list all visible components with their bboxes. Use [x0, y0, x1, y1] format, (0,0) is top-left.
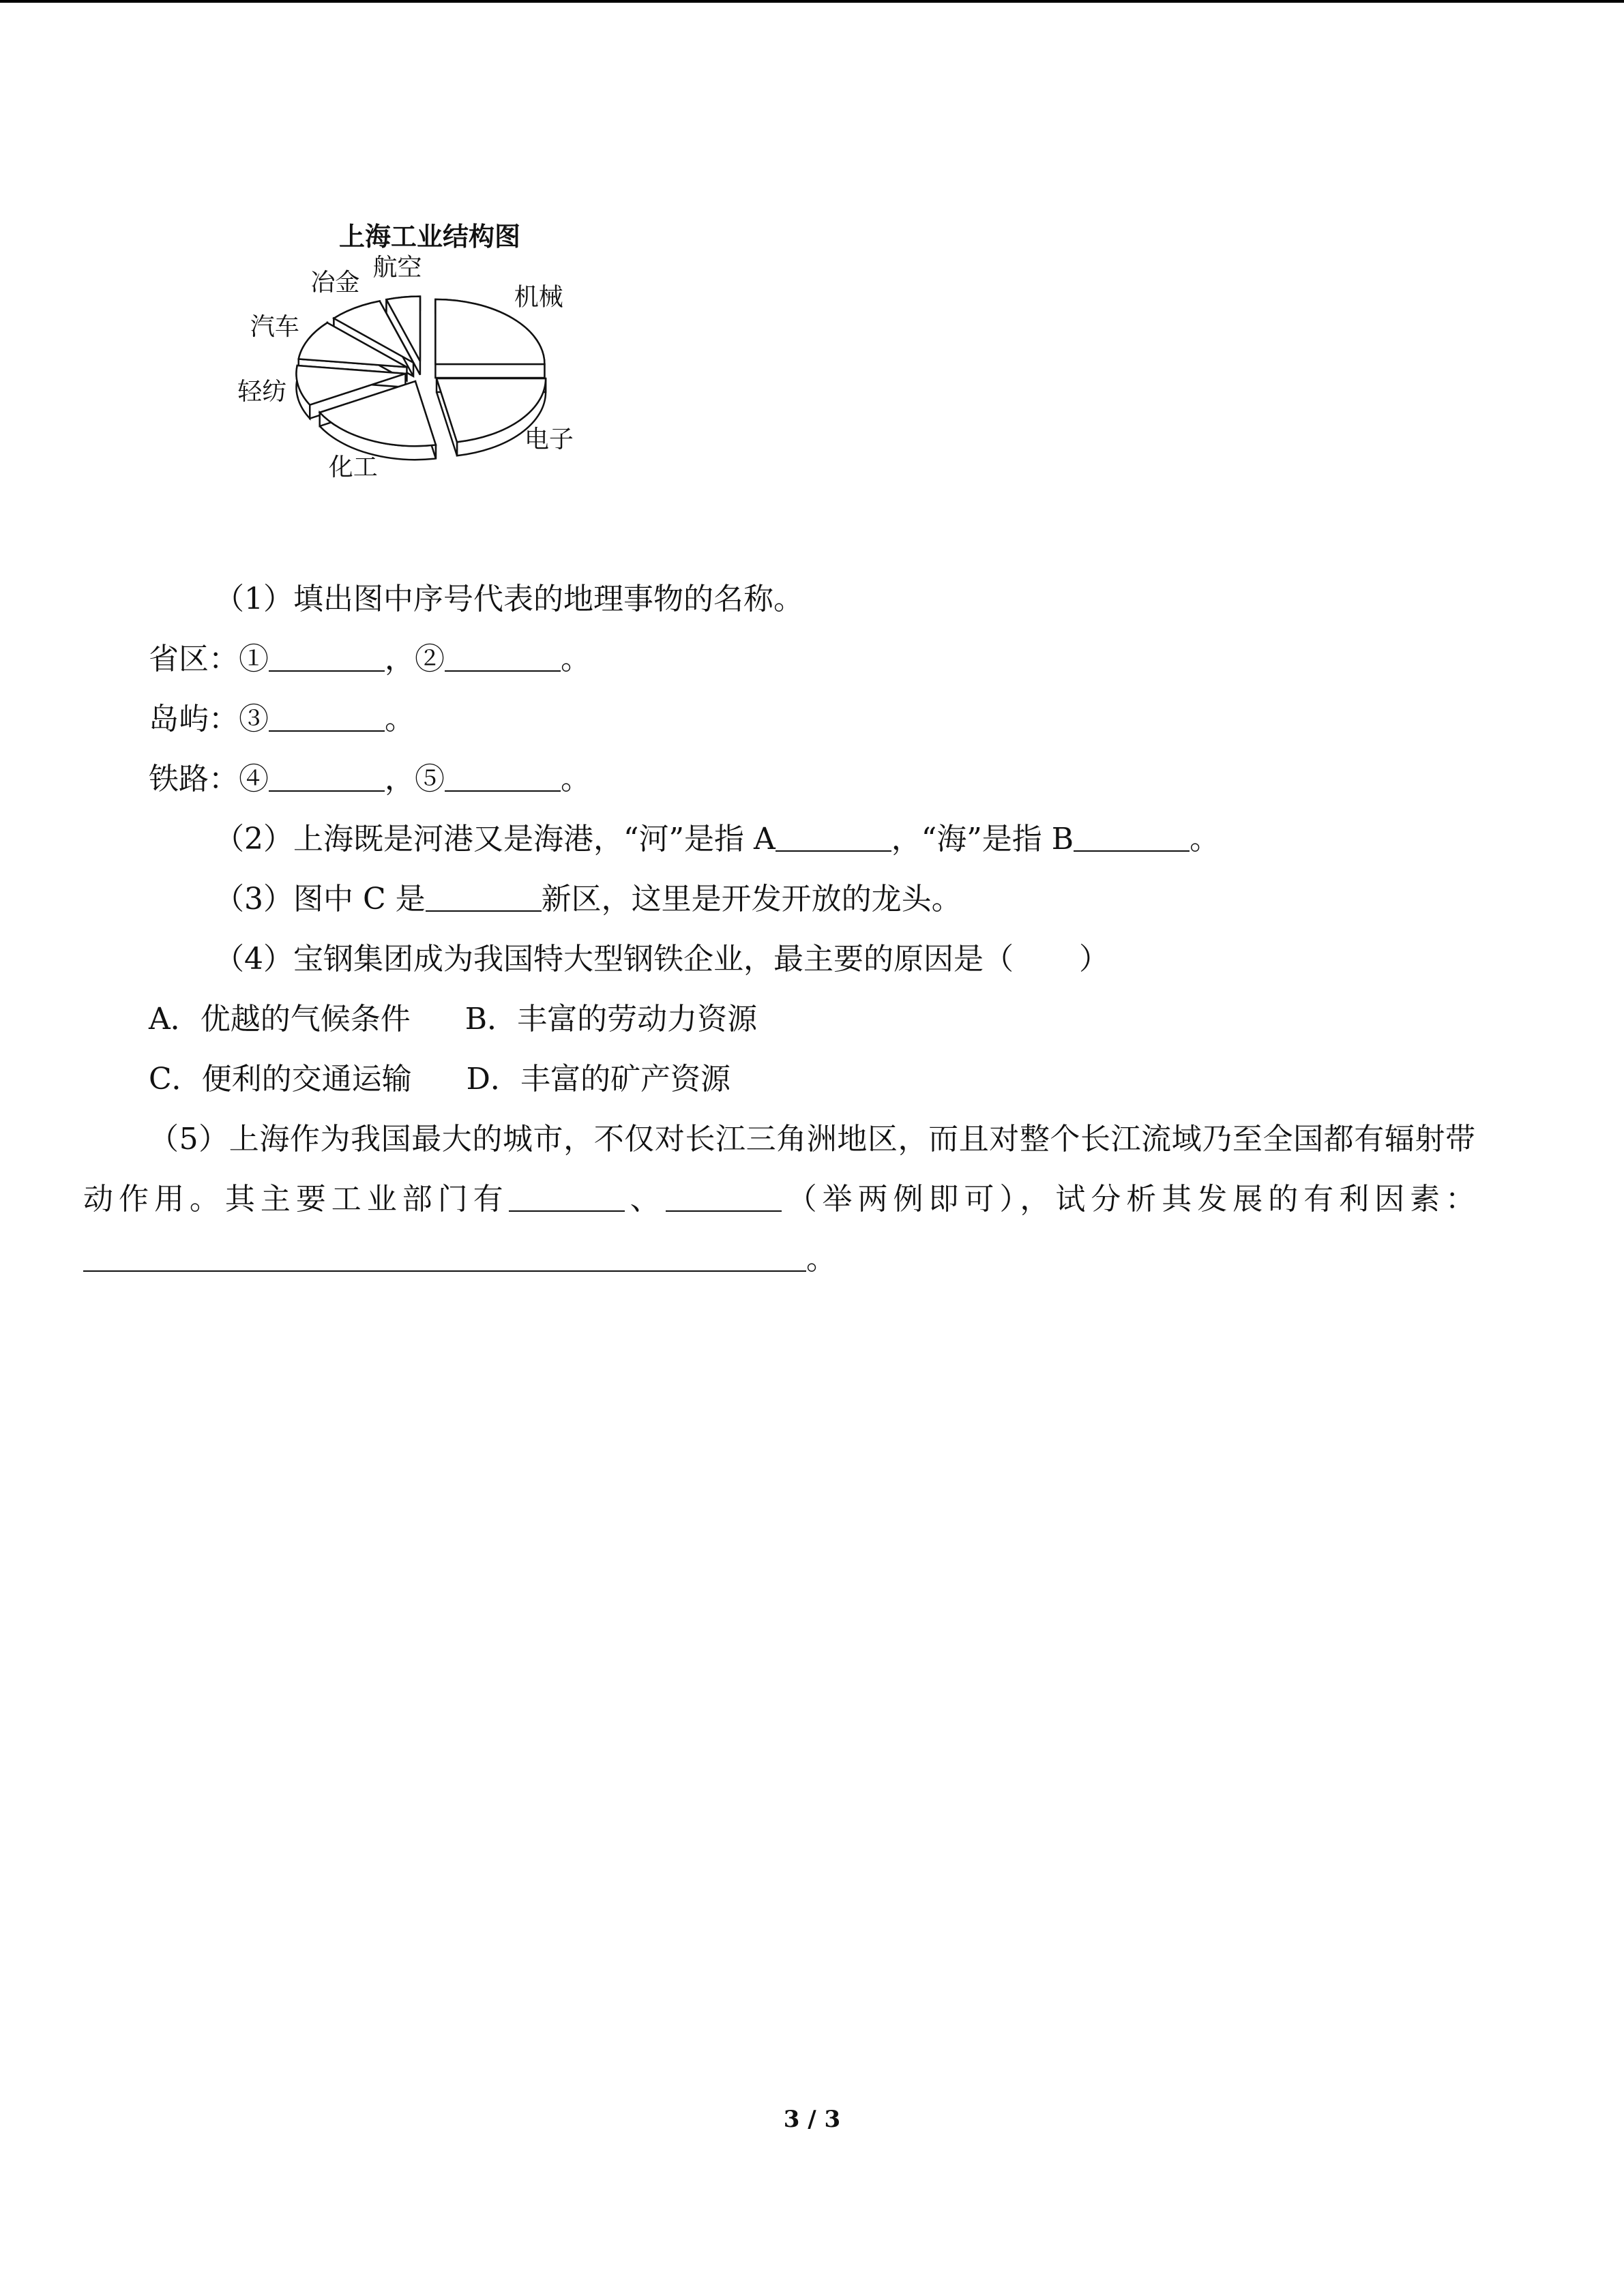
slice-label-轻纺: 轻纺: [237, 378, 287, 406]
slice-label-汽车: 汽车: [250, 313, 299, 342]
blank-4[interactable]: [269, 760, 385, 792]
q4-stem: [149, 929, 1475, 989]
period: 。: [385, 702, 415, 736]
q3-part1: （3）图中 C 是: [214, 882, 426, 916]
question-text: [83, 569, 1476, 1289]
q4-stem-text: （4）宝钢集团成为我国特大型钢铁企业，最主要的原因是（: [214, 942, 1014, 976]
option-d[interactable]: D．丰富的矿产资源: [466, 1062, 730, 1097]
q5-end: 。: [806, 1242, 836, 1277]
q3-line: [149, 869, 1475, 929]
option-b[interactable]: B．丰富的劳动力资源: [464, 1002, 758, 1037]
q1-province-line: [149, 629, 1475, 689]
slice-label-电子: 电子: [524, 425, 574, 453]
industry-pie-chart: [218, 205, 641, 505]
marker-2: ②: [415, 642, 445, 676]
q5-paragraph: [83, 1109, 1475, 1289]
option-c[interactable]: C．便利的交通运输: [149, 1062, 412, 1097]
q3-part2: 新区，这里是开发开放的龙头。: [541, 882, 962, 916]
option-a[interactable]: A．优越的气候条件: [149, 1002, 411, 1037]
blank-newarea[interactable]: [426, 880, 542, 912]
marker-3: ③: [239, 702, 269, 736]
rail-label: 铁路：: [149, 762, 239, 796]
comma: ，: [385, 762, 415, 796]
slice-label-机械: 机械: [514, 283, 563, 312]
top-rule: [0, 0, 1624, 3]
q4-options-cd: [149, 1049, 1475, 1109]
marker-4: ④: [239, 762, 269, 796]
page-number: 3 / 3: [783, 2106, 841, 2133]
marker-1: ①: [239, 642, 269, 676]
q1-island-line: [149, 689, 1475, 749]
slice-label-化工: 化工: [328, 453, 378, 482]
q2-part2: ，“海”是指 B: [891, 822, 1074, 856]
q4-options-ab: [149, 989, 1475, 1049]
blank-sea[interactable]: [1074, 820, 1190, 852]
q5-part1: （5）上海作为我国最大的城市，不仅对长江三角洲地区，而且对整个长江流域乃至全国都有辐射带动作用。其主要工业部门有: [83, 1122, 1475, 1217]
blank-river[interactable]: [776, 820, 891, 852]
comma: ，: [385, 642, 415, 676]
chart-title: 上海工业结构图: [338, 222, 521, 252]
blank-industry-1[interactable]: [509, 1180, 625, 1212]
q4-close: ）: [1079, 942, 1109, 976]
island-label: 岛屿：: [149, 702, 239, 736]
slice-label-冶金: 冶金: [310, 269, 360, 297]
province-label: 省区：: [149, 642, 239, 676]
slice-label-航空: 航空: [372, 253, 422, 282]
period: 。: [561, 642, 591, 676]
blank-3[interactable]: [269, 700, 385, 732]
marker-5: ⑤: [415, 762, 445, 796]
q1-intro: （1）填出图中序号代表的地理事物的名称。: [214, 582, 803, 616]
q5-part2: （举两例即可），试分析其发展的有利因素：: [781, 1182, 1476, 1217]
blank-5[interactable]: [445, 760, 561, 792]
q2-part1: （2）上海既是河港又是海港，“河”是指 A: [214, 822, 776, 856]
period: 。: [561, 762, 591, 796]
blank-factors[interactable]: [83, 1240, 806, 1272]
q1-rail-line: [149, 749, 1475, 809]
blank-1[interactable]: [269, 640, 385, 672]
blank-2[interactable]: [445, 640, 561, 672]
q2-line: [149, 809, 1475, 869]
pie-svg: [218, 205, 641, 505]
q2-end: 。: [1190, 822, 1220, 856]
blank-industry-2[interactable]: [666, 1180, 782, 1212]
q5-sep: 、: [624, 1182, 666, 1217]
